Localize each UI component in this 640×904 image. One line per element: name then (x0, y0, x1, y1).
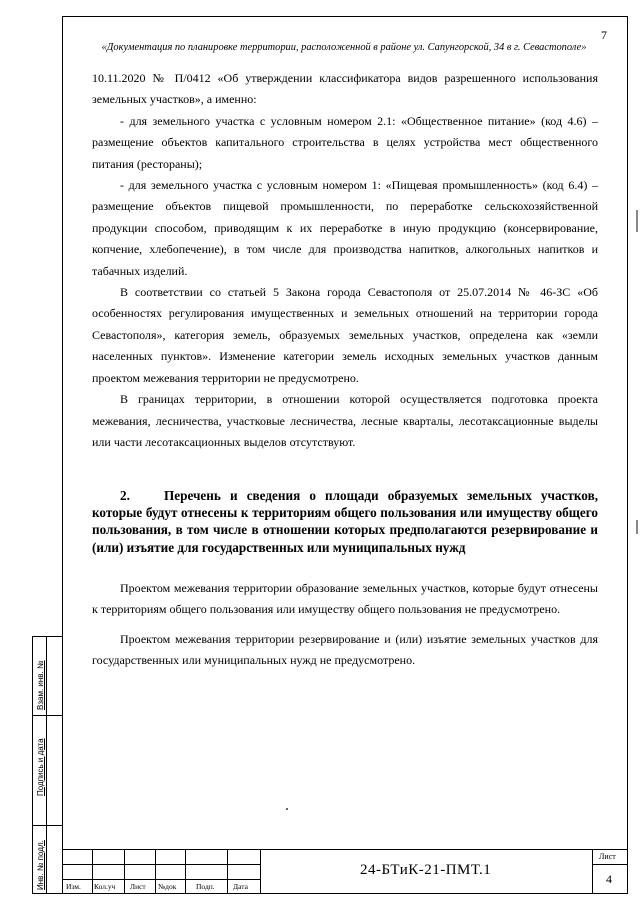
title-block-line (124, 849, 125, 894)
scan-edge-mark (636, 520, 638, 534)
paragraph-4: В соответствии со статьей 5 Закона города Севастополя от 25.07.2014 № 46-ЗС «Об особенностях регулирования имущественных и земельных отношений на территории города Севастополя», категория земель, образуемых земельных участков, определена как «земли населенных пунктов». Изменение категории земель исходных земельных участков данным проектом межевания территории не предусмотрено. (92, 285, 598, 385)
tb-col-ndoc: №док (158, 882, 177, 891)
title-block-line (92, 849, 93, 894)
tb-col-izm: Изм. (66, 882, 81, 891)
paragraph-5: В границах территории, в отношении которой осуществляется подготовка проекта межевания, лесничества, участковые лесничества, лесные кварталы, лесотаксационные выделы или части лесотаксационных выделов отсутствуют. (92, 392, 598, 449)
sheet-number: 4 (606, 872, 612, 886)
title-block-line (592, 849, 593, 894)
scan-speck (286, 808, 288, 810)
section-2-body (92, 578, 598, 680)
paragraph-3: - для земельного участка с условным номером 1: «Пищевая промышленность» (код 6.4) – размещение объектов пищевой промышленности, по переработке сельскохозяйственной продукции способом, приводящим к их переработке в иную продукцию (консервирование, копчение, хлебопечение), в том числе для производства напитков, алкогольных напитков и табачных изделий. (92, 178, 598, 278)
tb-col-list: Лист (130, 882, 146, 891)
title-block-line (592, 864, 628, 865)
document-header: «Документация по планировке территории, расположенной в районе ул. Сапунгорской, 34 в г. Севастополе» (101, 42, 587, 53)
document-code: 24-БТиК-21-ПМТ.1 (360, 862, 492, 878)
side-label-vzam: Взам. инв. № (36, 660, 45, 710)
title-block-line (227, 849, 228, 894)
section-2-heading (92, 487, 598, 556)
side-label-podpis: Подпись и дата (36, 738, 45, 796)
page-number: 7 (601, 28, 607, 42)
paragraph-2: - для земельного участка с условным номером 2.1: «Общественное питание» (код 4.6) – размещение объектов капитального строительства в целях устройства мест общественного питания (рестораны); (92, 113, 598, 171)
section-2-paragraph-1: Проектом межевания территории образование земельных участков, которые будут отнесены к территориям общего пользования или имуществу общего пользования не предусмотрено. (92, 581, 598, 617)
title-block (62, 849, 628, 894)
scan-edge-mark (636, 210, 638, 232)
paragraph-1: 10.11.2020 № П/0412 «Об утверждении классификатора видов разрешенного использования земельных участков», а именно: (92, 71, 598, 107)
section-number: 2. (120, 488, 130, 503)
section-2-paragraph-2: Проектом межевания территории резервирование и (или) изъятие земельных участков для государственных или муниципальных нужд не предусмотрено. (92, 631, 598, 668)
sheet-label: Лист (599, 852, 616, 861)
tb-col-kolich: Кол.уч (94, 882, 116, 891)
title-block-line (155, 849, 156, 894)
title-block-line (260, 849, 261, 894)
body-text (92, 68, 598, 453)
section-title: Перечень и сведения о площади образуемых земельных участков, которые будут отнесены к территориям общего пользования или имуществу общего пользования, в том числе в отношении которых предполагаются резервирование и (или) изъятие для государственных или муниципальных нужд (92, 488, 598, 555)
tb-col-podp: Подп. (196, 882, 215, 891)
tb-col-data: Дата (233, 882, 248, 891)
title-block-line (185, 849, 186, 894)
side-label-inv: Инв. № подл. (36, 840, 45, 890)
